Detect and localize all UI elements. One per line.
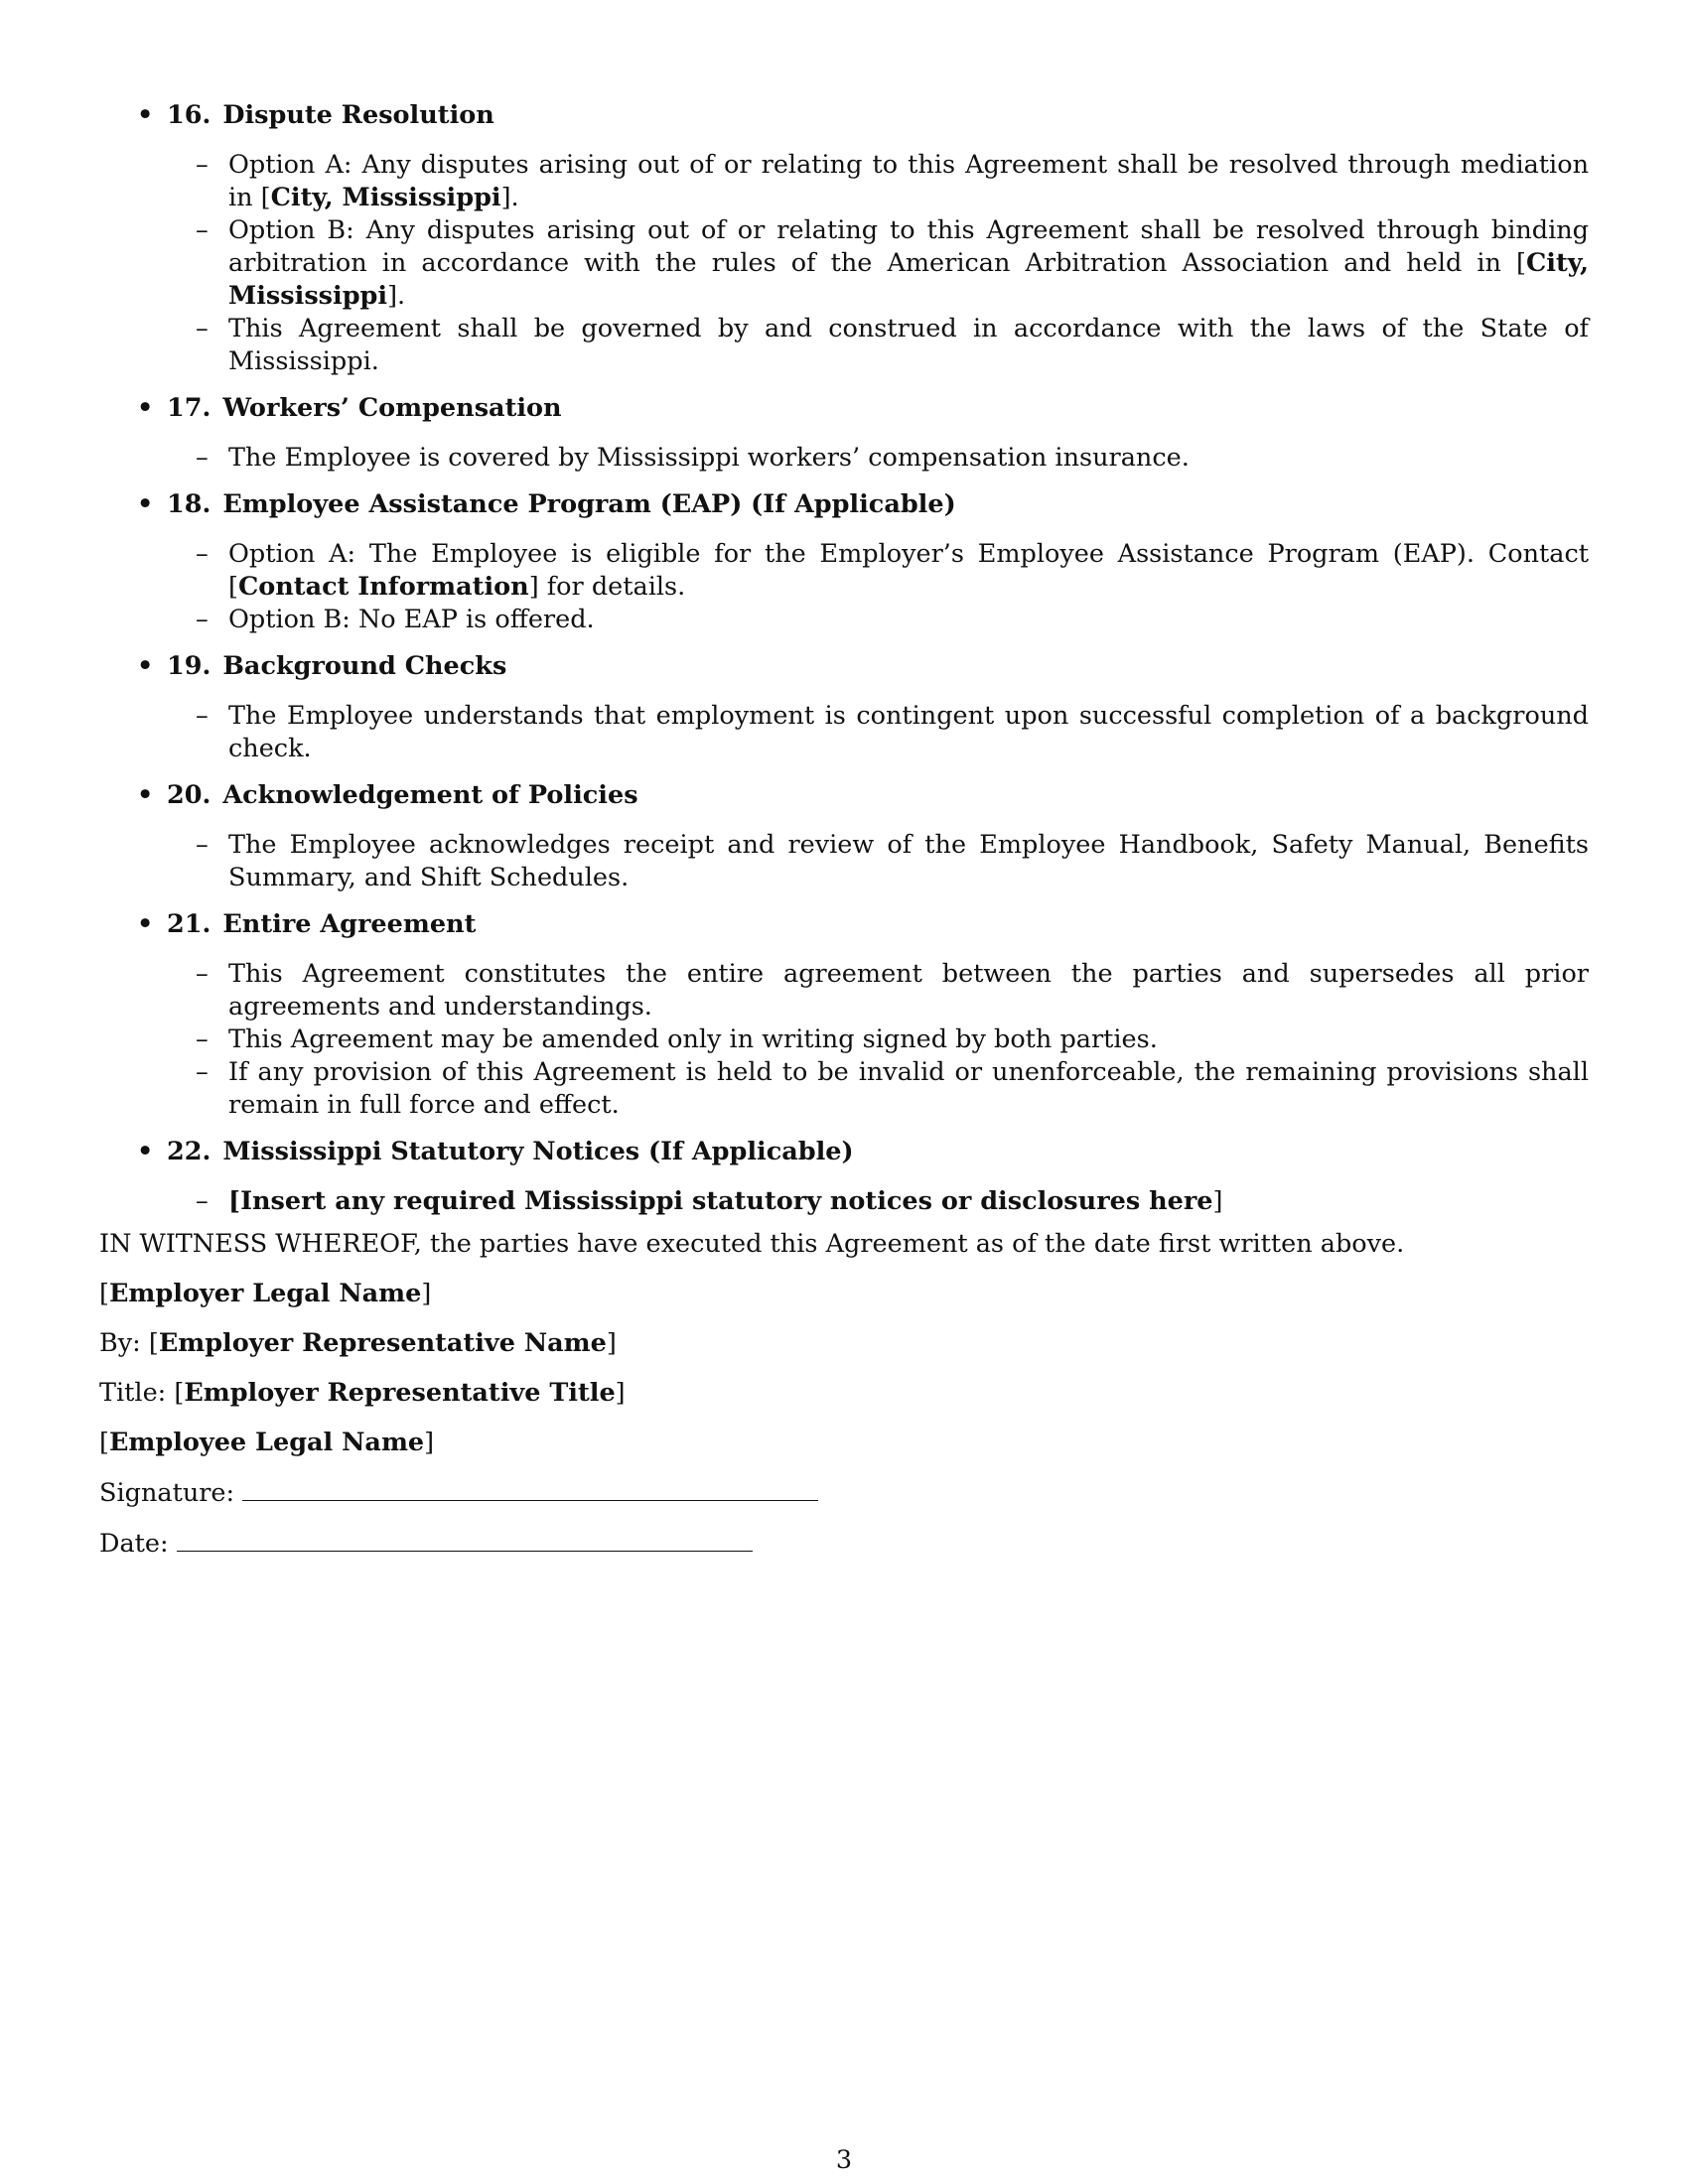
section-17 <box>99 392 1589 475</box>
bullet-icon: • <box>137 1137 154 1166</box>
section-16 <box>99 99 1589 378</box>
clause-item: – This Agreement may be amended only in writing signed by both parties. <box>196 1024 1158 1054</box>
clause-item: – This Agreement constitutes the entire agreement between the parties and supersedes all prior agreements and understandings. <box>196 959 1589 1022</box>
clause-item: – This Agreement shall be governed by and construed in accordance with the laws of the State of Mississippi. <box>196 314 1589 376</box>
section-heading: 22. Mississippi Statutory Notices (If Applicable) <box>167 1137 854 1166</box>
section-heading: 16. Dispute Resolution <box>167 100 494 130</box>
clause-list <box>167 538 1589 636</box>
section-18 <box>99 488 1589 636</box>
clause-list <box>167 1185 1589 1218</box>
section-22 <box>99 1136 1589 1218</box>
clause-list <box>167 442 1589 475</box>
clause-item: – If any provision of this Agreement is held to be invalid or unenforceable, the remaining provisions shall remain in full force and effect. <box>196 1057 1589 1120</box>
date-row: Date: <box>99 1527 1589 1561</box>
clause-item: – The Employee is covered by Mississippi workers’ compensation insurance. <box>196 443 1190 473</box>
bullet-icon: • <box>137 780 154 810</box>
clause-item: – The Employee understands that employment is contingent upon successful completion of a background check. <box>196 701 1589 763</box>
section-heading: 21. Entire Agreement <box>167 909 477 939</box>
bullet-icon: • <box>137 489 154 519</box>
date-line[interactable] <box>177 1527 753 1552</box>
clause-list <box>167 149 1589 378</box>
bullet-icon: • <box>137 100 154 130</box>
signature-row: Signature: <box>99 1476 1589 1510</box>
section-heading: 18. Employee Assistance Program (EAP) (If Applicable) <box>167 489 956 519</box>
bullet-icon: • <box>137 393 154 423</box>
bullet-icon: • <box>137 909 154 939</box>
employer-representative: By: [Employer Representative Name] <box>99 1328 617 1358</box>
clause-item: – Option A: The Employee is eligible for the Employer’s Employee Assistance Program (EAP). Contact [Contact Information] for details. <box>196 539 1589 602</box>
section-19 <box>99 650 1589 765</box>
page-number: 3 <box>835 2145 853 2175</box>
clause-item: – Option A: Any disputes arising out of or relating to this Agreement shall be resolved through mediation in [City, Mississippi]. <box>196 150 1589 212</box>
section-20 <box>99 779 1589 894</box>
clause-item: – Option B: No EAP is offered. <box>196 605 595 634</box>
section-heading: 19. Background Checks <box>167 651 507 681</box>
clause-list <box>167 958 1589 1122</box>
employer-name: [Employer Legal Name] <box>99 1279 432 1308</box>
clause-item: – Option B: Any disputes arising out of or relating to this Agreement shall be resolved through binding arbitration in accordance with the rules of the American Arbitration Association and held in [City, Mississippi]. <box>196 215 1589 311</box>
section-heading: 17. Workers’ Compensation <box>167 393 562 423</box>
clause-item: – The Employee acknowledges receipt and review of the Employee Handbook, Safety Manual, Benefits Summary, and Shift Schedules. <box>196 830 1589 892</box>
employee-name: [Employee Legal Name] <box>99 1428 435 1457</box>
bullet-icon: • <box>137 651 154 681</box>
clause-list <box>167 700 1589 765</box>
employer-representative-title: Title: [Employer Representative Title] <box>99 1378 626 1408</box>
signature-line[interactable] <box>242 1476 818 1501</box>
document-body <box>99 99 1589 1577</box>
clause-list <box>167 829 1589 894</box>
section-heading: 20. Acknowledgement of Policies <box>167 780 638 810</box>
clause-item: – [Insert any required Mississippi statutory notices or disclosures here] <box>196 1186 1223 1216</box>
witness-statement: IN WITNESS WHEREOF, the parties have executed this Agreement as of the date first written above. <box>99 1229 1405 1259</box>
section-21 <box>99 908 1589 1122</box>
